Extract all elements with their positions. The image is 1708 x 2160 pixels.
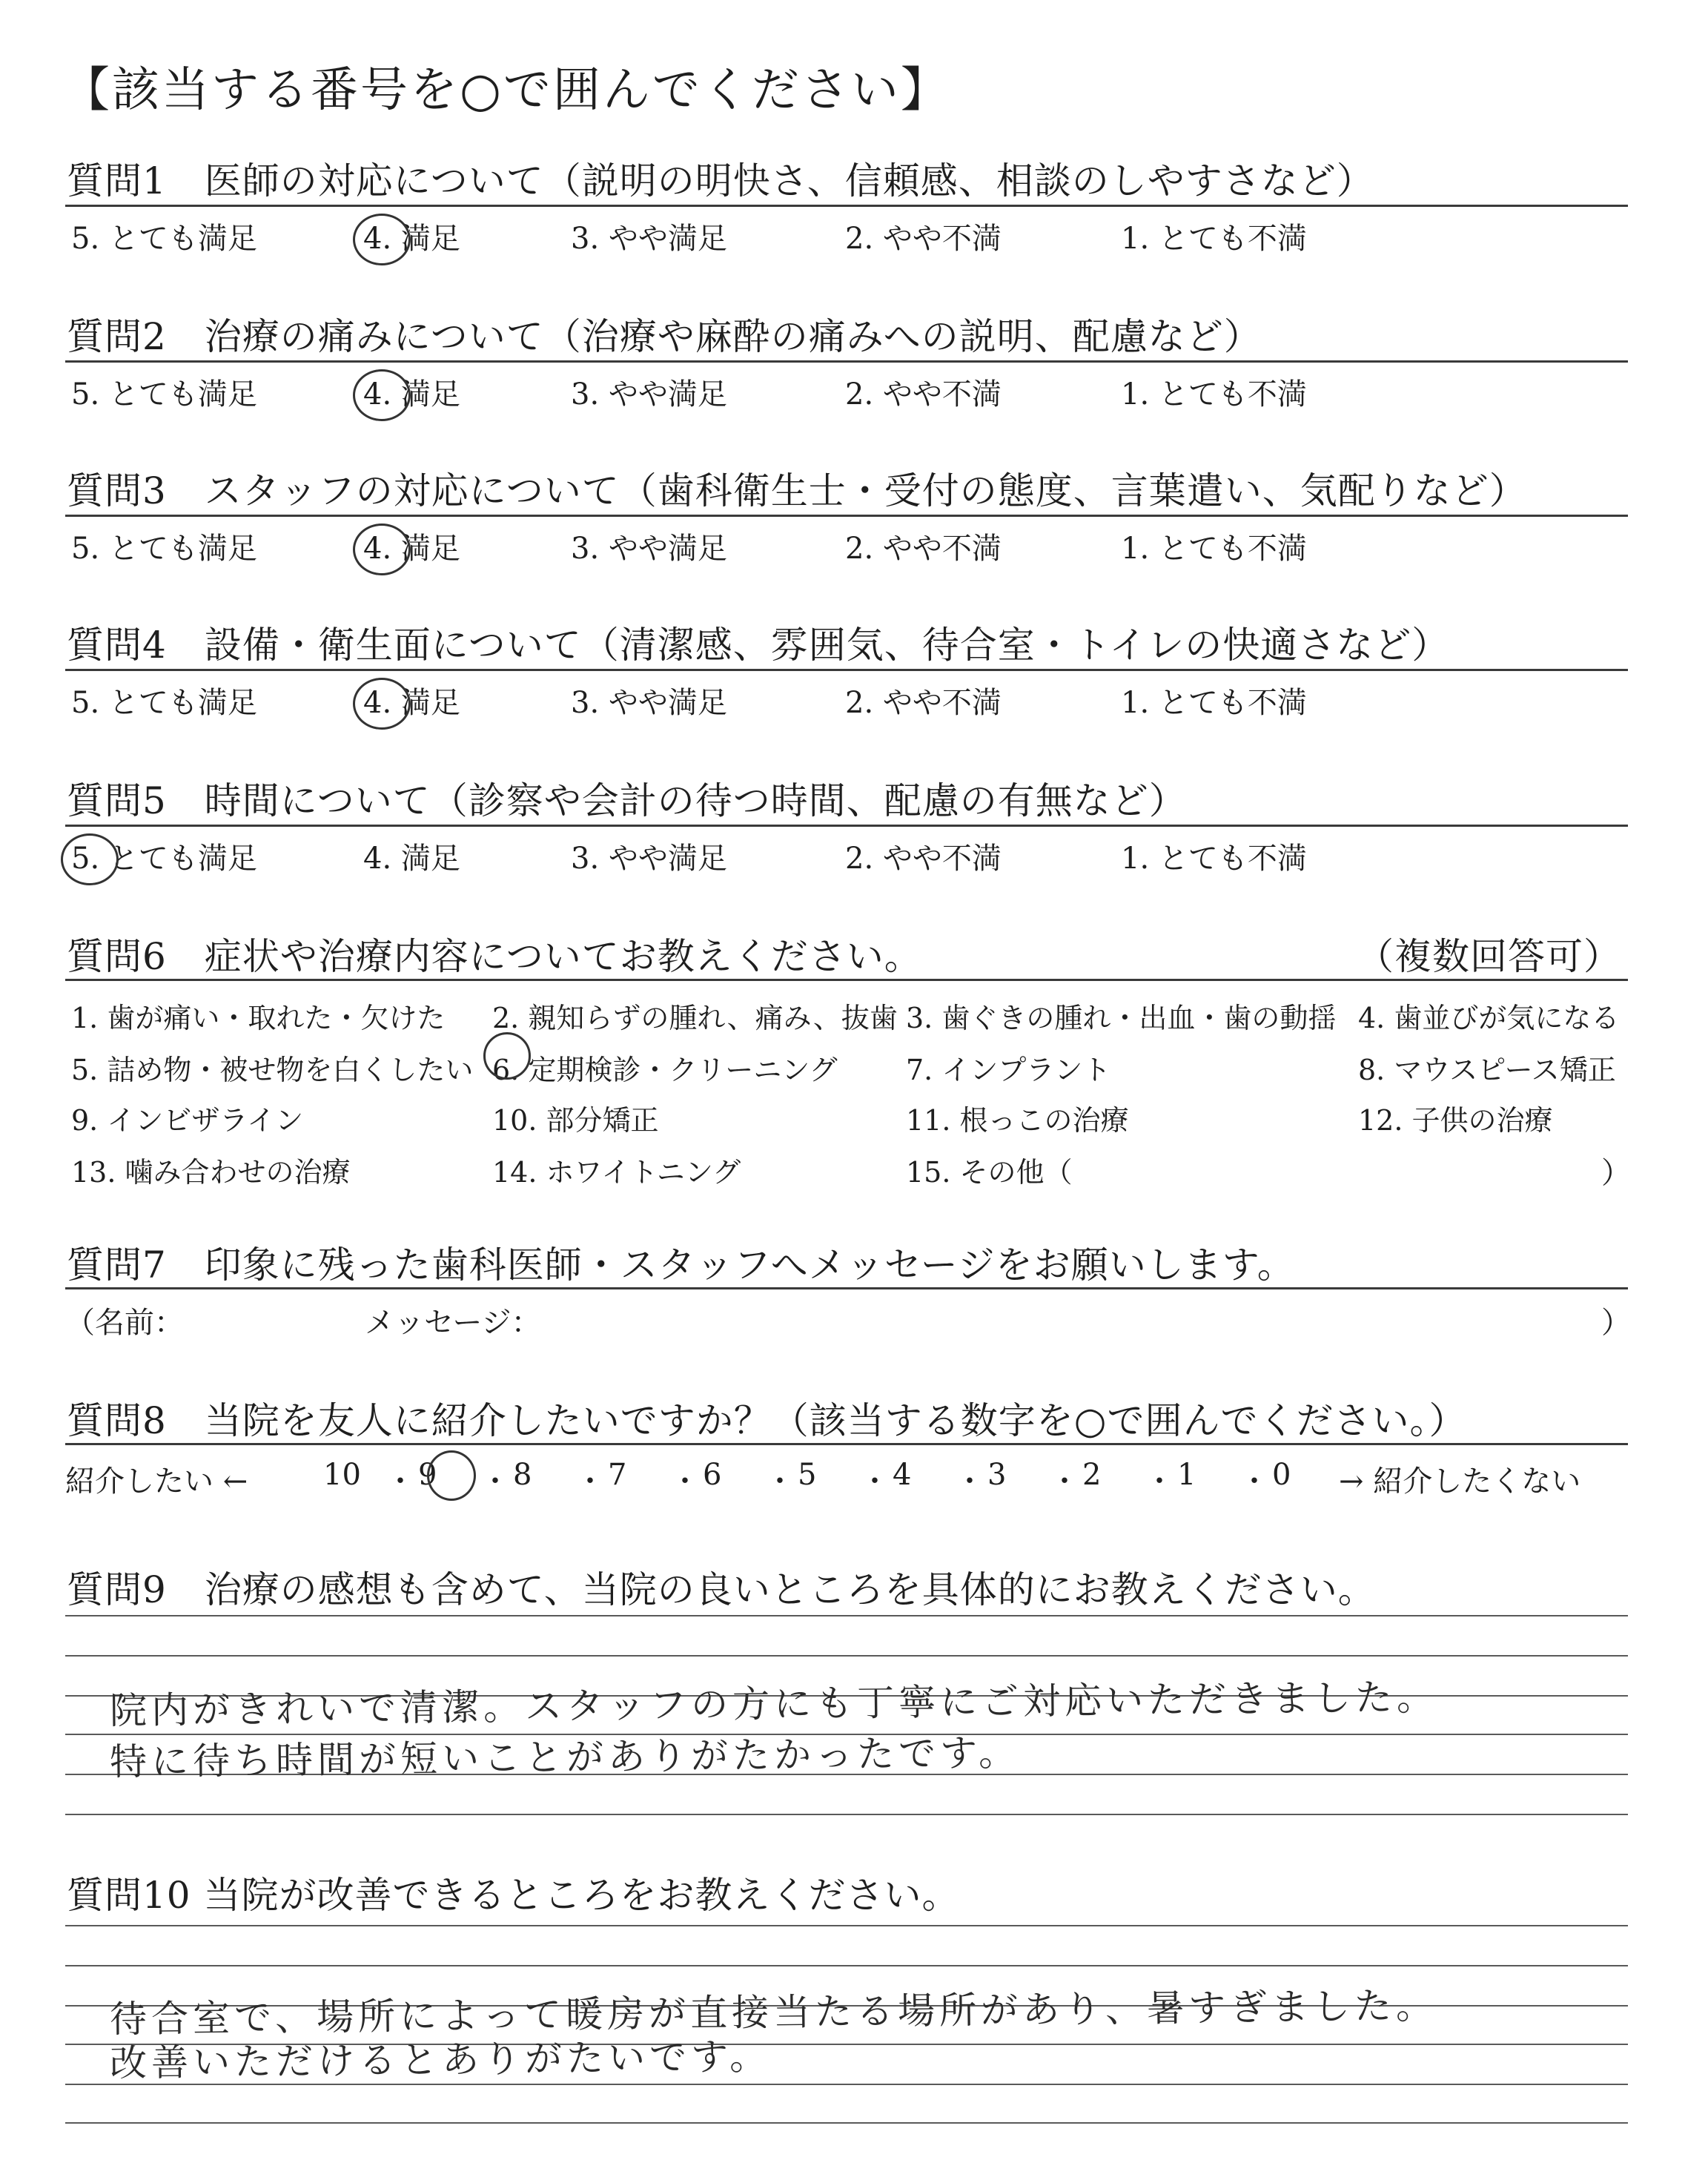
q3-option-4[interactable]: 4. 満足 <box>363 532 460 566</box>
q2-option-2[interactable]: 2. やや不満 <box>845 377 1002 412</box>
q2-selection-circle <box>353 369 411 421</box>
q9-answer-line-1: 院内がきれいで清潔。スタッフの方にも丁寧にご対応いただきました。 <box>109 1675 1439 1733</box>
q10-title: 質問10 当院が改善できるところをお教えください。 <box>67 1874 960 1917</box>
q6-option-4[interactable]: 4. 歯並びが気になる <box>1358 1002 1620 1034</box>
q6-option-7[interactable]: 7. インプラント <box>906 1054 1111 1086</box>
q2-rule <box>65 360 1628 363</box>
q8-selection-circle <box>427 1450 476 1501</box>
q8-separator: ・ <box>1145 1464 1174 1499</box>
q6-option-5[interactable]: 5. 詰め物・被せ物を白くしたい <box>71 1054 474 1086</box>
q2-option-5[interactable]: 5. とても満足 <box>71 377 257 412</box>
q8-separator: ・ <box>860 1464 890 1499</box>
q3-option-5[interactable]: 5. とても満足 <box>71 532 257 566</box>
q8-scale-9[interactable]: 9 <box>418 1458 437 1492</box>
q10-answer-line-2: 改善いただけるとありがたいです。 <box>109 2035 772 2085</box>
q6-title: 質問6 症状や治療内容についてお教えください。 <box>67 935 922 978</box>
q2-option-3[interactable]: 3. やや満足 <box>571 377 727 412</box>
q8-scale-6[interactable]: 6 <box>703 1458 722 1492</box>
q1-option-3[interactable]: 3. やや満足 <box>571 222 727 256</box>
q5-option-5[interactable]: 5. とても満足 <box>71 842 257 876</box>
q1-title: 質問1 医師の対応について（説明の明快さ、信頼感、相談のしやすさなど） <box>67 159 1374 202</box>
q9-line-2 <box>65 1655 1628 1657</box>
q8-title: 質問8 当院を友人に紹介したいですか？（該当する数字を○で囲んでください。） <box>67 1399 1467 1442</box>
q4-option-5[interactable]: 5. とても満足 <box>71 686 257 720</box>
q1-option-2[interactable]: 2. やや不満 <box>845 222 1002 256</box>
q1-selection-circle <box>353 214 411 265</box>
q6-option-10[interactable]: 10. 部分矯正 <box>492 1104 659 1137</box>
q2-option-1[interactable]: 1. とても不満 <box>1121 377 1307 412</box>
q7-name-label: （名前： <box>65 1306 184 1340</box>
q4-option-3[interactable]: 3. やや満足 <box>571 686 727 720</box>
q6-close-paren: ） <box>1601 1156 1631 1190</box>
q8-right-label: → 紹介したくない <box>1339 1464 1581 1499</box>
q5-option-2[interactable]: 2. やや不満 <box>845 842 1002 876</box>
q6-note: （複数回答可） <box>1357 935 1621 978</box>
q5-option-1[interactable]: 1. とても不満 <box>1121 842 1307 876</box>
q8-rule <box>65 1443 1628 1445</box>
q8-separator: ・ <box>670 1464 700 1499</box>
q3-selection-circle <box>353 524 411 575</box>
q9-title: 質問9 治療の感想も含めて、当院の良いところを具体的にお教えください。 <box>67 1568 1376 1611</box>
q1-option-4[interactable]: 4. 満足 <box>363 222 460 256</box>
q6-option-15[interactable]: 15. その他（ <box>906 1156 1073 1189</box>
q8-separator: ・ <box>385 1464 415 1499</box>
q2-option-4[interactable]: 4. 満足 <box>363 377 460 412</box>
q3-title: 質問3 スタッフの対応について（歯科衛生士・受付の態度、言葉遣い、気配りなど） <box>67 469 1527 512</box>
q7-message-label: メッセージ： <box>365 1306 541 1340</box>
q6-option-11[interactable]: 11. 根っこの治療 <box>906 1104 1129 1137</box>
q6-option-3[interactable]: 3. 歯ぐきの腫れ・出血・歯の動揺 <box>906 1002 1337 1034</box>
q8-scale-5[interactable]: 5 <box>798 1458 817 1492</box>
q7-close-paren: ） <box>1601 1306 1631 1340</box>
q10-line-2 <box>65 1965 1628 1966</box>
q6-option-13[interactable]: 13. 噛み合わせの治療 <box>71 1156 351 1189</box>
q10-line-6 <box>65 2122 1628 2124</box>
q10-line-1 <box>65 1925 1628 1926</box>
q8-scale-0[interactable]: 0 <box>1272 1458 1291 1492</box>
q1-option-5[interactable]: 5. とても満足 <box>71 222 257 256</box>
q8-scale-3[interactable]: 3 <box>987 1458 1007 1492</box>
q4-title: 質問4 設備・衛生面について（清潔感、雰囲気、待合室・トイレの快適さなど） <box>67 624 1450 667</box>
q7-title: 質問7 印象に残った歯科医師・スタッフへメッセージをお願いします。 <box>67 1244 1295 1287</box>
q5-title: 質問5 時間について（診察や会計の待つ時間、配慮の有無など） <box>67 779 1187 822</box>
q8-separator: ・ <box>765 1464 795 1499</box>
q4-option-1[interactable]: 1. とても不満 <box>1121 686 1307 720</box>
q1-rule <box>65 205 1628 207</box>
q3-option-3[interactable]: 3. やや満足 <box>571 532 727 566</box>
q8-separator: ・ <box>1050 1464 1079 1499</box>
form-header: 【該当する番号を○で囲んでください】 <box>62 63 950 118</box>
q6-option-6[interactable]: 6. 定期検診・クリーニング <box>492 1054 838 1086</box>
q6-selection-circle <box>483 1032 531 1080</box>
q8-scale-7[interactable]: 7 <box>608 1458 627 1492</box>
q3-option-1[interactable]: 1. とても不満 <box>1121 532 1307 566</box>
q8-scale-2[interactable]: 2 <box>1082 1458 1102 1492</box>
q8-separator: ・ <box>955 1464 984 1499</box>
q6-option-1[interactable]: 1. 歯が痛い・取れた・欠けた <box>71 1002 446 1034</box>
q8-scale-1[interactable]: 1 <box>1177 1458 1196 1492</box>
q4-option-2[interactable]: 2. やや不満 <box>845 686 1002 720</box>
q2-title: 質問2 治療の痛みについて（治療や麻酔の痛みへの説明、配慮など） <box>67 315 1262 358</box>
q6-option-12[interactable]: 12. 子供の治療 <box>1358 1104 1553 1137</box>
q5-rule <box>65 825 1628 827</box>
q10-answer-line-1: 待合室で、場所によって暖房が直接当たる場所があり、暑すぎました。 <box>109 1984 1438 2041</box>
q9-line-6 <box>65 1814 1628 1815</box>
q6-option-14[interactable]: 14. ホワイトニング <box>492 1156 741 1189</box>
q6-rule <box>65 979 1628 981</box>
q7-rule <box>65 1287 1628 1289</box>
q8-left-label: 紹介したい ← <box>65 1464 248 1499</box>
q5-option-4[interactable]: 4. 満足 <box>363 842 460 876</box>
q3-rule <box>65 515 1628 517</box>
q6-option-2[interactable]: 2. 親知らずの腫れ、痛み、抜歯 <box>492 1002 898 1034</box>
q5-selection-circle <box>61 833 119 885</box>
q6-option-9[interactable]: 9. インビザライン <box>71 1104 304 1137</box>
q8-scale-4[interactable]: 4 <box>893 1458 912 1492</box>
q9-line-1 <box>65 1615 1628 1616</box>
q3-option-2[interactable]: 2. やや不満 <box>845 532 1002 566</box>
q4-rule <box>65 669 1628 671</box>
q8-separator: ・ <box>575 1464 605 1499</box>
q4-option-4[interactable]: 4. 満足 <box>363 686 460 720</box>
q5-option-3[interactable]: 3. やや満足 <box>571 842 727 876</box>
q8-separator: ・ <box>480 1464 510 1499</box>
q1-option-1[interactable]: 1. とても不満 <box>1121 222 1307 256</box>
q4-selection-circle <box>353 678 411 730</box>
q9-answer-line-2: 特に待ち時間が短いことがありがたかったです。 <box>109 1731 1021 1784</box>
q6-option-8[interactable]: 8. マウスピース矯正 <box>1358 1054 1616 1086</box>
q8-separator: ・ <box>1239 1464 1269 1499</box>
q8-scale-8[interactable]: 8 <box>513 1458 532 1492</box>
q8-scale-10[interactable]: 10 <box>323 1458 361 1492</box>
